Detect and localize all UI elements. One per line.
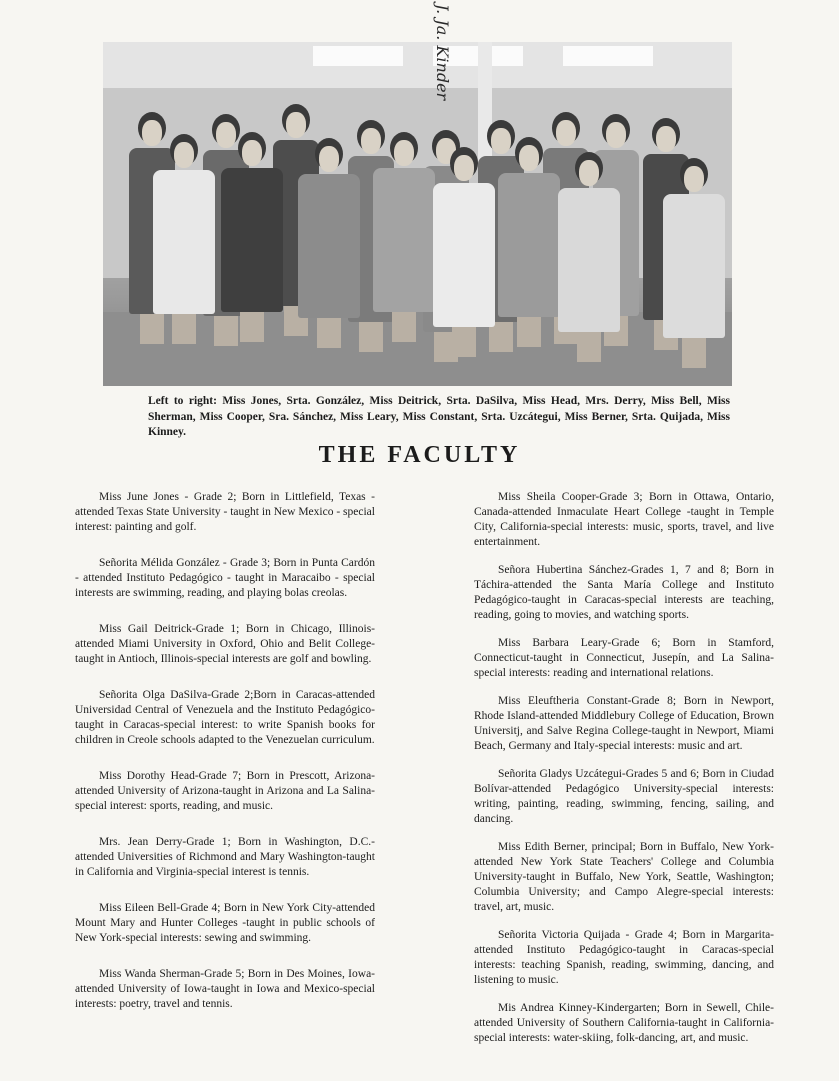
faculty-group-photo: [103, 42, 732, 386]
ceiling-light: [563, 46, 653, 66]
person-face: [394, 140, 414, 166]
person-dress: [373, 168, 435, 312]
person-face: [174, 142, 194, 168]
person-face: [606, 122, 626, 148]
person-silhouette: [663, 158, 725, 372]
person-face: [519, 145, 539, 171]
person-legs: [517, 317, 541, 347]
person-legs: [392, 312, 416, 342]
person-silhouette: [298, 138, 360, 352]
left-column: [75, 490, 375, 1012]
faculty-bio: Miss Wanda Sherman-Grade 5; Born in Des Moines, Iowa-attended University of Iowa-taught in Iowa and Mexico-special interests: poetry, travel and tennis.: [75, 968, 375, 1010]
person-face: [286, 112, 306, 138]
faculty-bio: Miss Dorothy Head-Grade 7; Born in Prescott, Arizona-attended University of Arizona-taught in Arizona and La Salina-special interest: sports, reading, and music.: [75, 770, 375, 812]
faculty-bio: Miss Sheila Cooper-Grade 3; Born in Ottawa, Ontario, Canada-attended Inmaculate Heart College -taught in Temple City, California-special interests: music, sports, travel, and live entertainment.: [474, 491, 774, 548]
person-dress: [153, 170, 215, 314]
faculty-bio: Señorita Mélida González - Grade 3; Born in Punta Cardón - attended Instituto Pedagógico - taught in Maracaibo - special interests are swimming, reading, and playing bolas creolas.: [75, 557, 375, 599]
person-face: [684, 166, 704, 192]
person-face: [656, 126, 676, 152]
right-column: [474, 490, 774, 1046]
person-face: [579, 160, 599, 186]
person-dress: [433, 183, 495, 327]
person-dress: [663, 194, 725, 338]
faculty-bio: Señorita Victoria Quijada - Grade 4; Born in Margarita-attended Instituto Pedagógico-taught in Caracas-special interests: teaching Spanish, reading, swimming, dancing, and listening to music.: [474, 929, 774, 986]
person-silhouette: [558, 152, 620, 366]
faculty-bio: Miss Gail Deitrick-Grade 1; Born in Chicago, Illinois-attended Miami University in Oxford, Ohio and Belit College- taught in Antioch, Illinois-special interests are golf and bowling.: [75, 623, 375, 665]
person-legs: [317, 318, 341, 348]
person-face: [319, 146, 339, 172]
faculty-bio: Señorita Gladys Uzcátegui-Grades 5 and 6; Born in Ciudad Bolívar-attended Pedagógico University-special interests: writing, painting, reading, swimming, fencing, sailing, and dancing.: [474, 768, 774, 825]
handwritten-signature: J. Ja. Kinder: [433, 4, 452, 101]
faculty-bio: Mis Andrea Kinney-Kindergarten; Born in Sewell, Chile-attended University of Southern California-taught in California-special interests: water-skiing, folk-dancing, art, and music.: [474, 1002, 774, 1044]
person-dress: [221, 168, 283, 312]
page-title: THE FACULTY: [318, 442, 521, 468]
person-face: [454, 155, 474, 181]
faculty-bio: Miss June Jones - Grade 2; Born in Littlefield, Texas - attended Texas State University - taught in New Mexico - special interest: painting and golf.: [75, 491, 375, 533]
faculty-bio: Miss Eileen Bell-Grade 4; Born in New York City-attended Mount Mary and Hunter Colleges -taught in public schools of New York-special interests: sewing and swimming.: [75, 902, 375, 944]
person-legs: [577, 332, 601, 362]
person-silhouette: [153, 134, 215, 348]
person-silhouette: [498, 137, 560, 351]
person-legs: [240, 312, 264, 342]
person-dress: [558, 188, 620, 332]
person-dress: [298, 174, 360, 318]
faculty-bio: Mrs. Jean Derry-Grade 1; Born in Washington, D.C.-attended Universities of Richmond and Mary Washington-taught in California and Virginia-special interest is tennis.: [75, 836, 375, 878]
person-legs: [172, 314, 196, 344]
photo-caption: Left to right: Miss Jones, Srta. González, Miss Deitrick, Srta. DaSilva, Miss Head, Mrs. Derry, Miss Bell, Miss Sherman, Miss Cooper, Sra. Sánchez, Miss Leary, Miss Constant, Srta. Uzcátegui, Miss Berner, Srta. Quijada, Miss Kinney.: [148, 395, 730, 438]
person-silhouette: [221, 132, 283, 346]
person-dress: [498, 173, 560, 317]
person-legs: [682, 338, 706, 368]
person-legs: [452, 327, 476, 357]
faculty-bio: Miss Edith Berner, principal; Born in Buffalo, New York-attended New York State Teachers' College and Columbia University-taught in Buffalo, New York, Seattle, Washington; Columbia University; and Campo Alegre-special interests: travel, art, music.: [474, 841, 774, 913]
person-face: [242, 140, 262, 166]
faculty-bio: Miss Barbara Leary-Grade 6; Born in Stamford, Connecticut-taught in Connecticut, Jusepín, and La Salina-special interests: reading and international relations.: [474, 637, 774, 679]
faculty-bio: Miss Eleuftheria Constant-Grade 8; Born in Newport, Rhode Island-attended Middlebury College of Education, Brown Universitj, and Salve Regina College-taught in Newport, Miami Beach, Germany and Italy-special interests: music and art.: [474, 695, 774, 752]
faculty-bio: Señora Hubertina Sánchez-Grades 1, 7 and 8; Born in Táchira-attended the Santa María College and Instituto Pedagógico-taught in Caracas-special interests are teaching, reading, going to movies, and watching sports.: [474, 564, 774, 621]
person-silhouette: [433, 147, 495, 361]
faculty-bio: Señorita Olga DaSilva-Grade 2;Born in Caracas-attended Universidad Central of Venezuela and the Instituto Pedagógico-taught in Caracas-special interest: to write Spanish books for children in Creole schools adapted to the Venezuelan curriculum.: [75, 689, 375, 746]
ceiling-light: [313, 46, 403, 66]
person-silhouette: [373, 132, 435, 346]
